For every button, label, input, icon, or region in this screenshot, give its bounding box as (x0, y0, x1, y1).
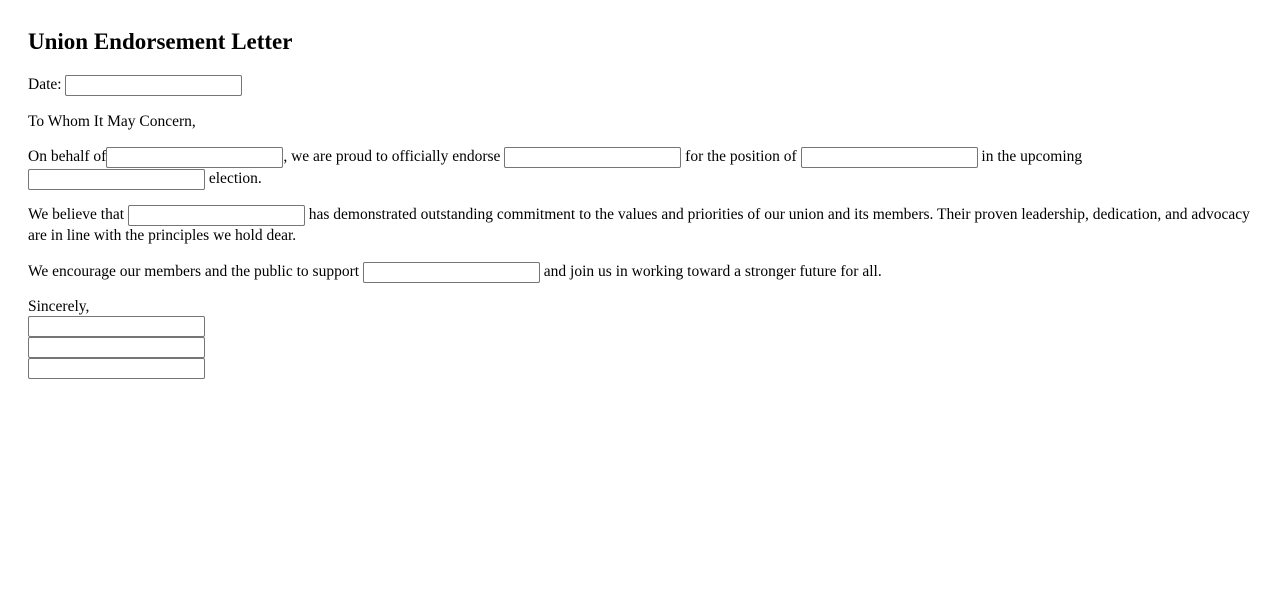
para1-text-1: On behalf of (28, 147, 107, 165)
page-title: Union Endorsement Letter (28, 29, 293, 54)
support-paragraph (28, 261, 1258, 283)
signature-block (28, 316, 1258, 379)
candidate-name-field-2[interactable] (128, 205, 305, 226)
candidate-name-field-3[interactable] (363, 262, 540, 283)
signature-org-field[interactable] (28, 358, 205, 379)
salutation: To Whom It May Concern, (28, 112, 196, 130)
endorsement-paragraph (28, 146, 1258, 190)
belief-paragraph (28, 205, 1258, 246)
date-field[interactable] (65, 75, 242, 96)
candidate-name-field[interactable] (504, 147, 681, 168)
date-line (28, 74, 1258, 96)
para3-text-1: We encourage our members and the public to support (28, 262, 360, 280)
position-field[interactable] (801, 147, 978, 168)
para1-text-2: , we are proud to officially endorse (283, 147, 501, 165)
para1-text-3: for the position of (685, 147, 797, 165)
para1-text-4: in the upcoming (981, 147, 1083, 165)
para2-text-1: We believe that (28, 205, 125, 223)
para3-text-2: and join us in working toward a stronger future for all. (543, 262, 882, 280)
signature-title-field[interactable] (28, 337, 205, 358)
election-field[interactable] (28, 169, 205, 190)
date-label: Date: (28, 76, 62, 93)
union-name-field[interactable] (106, 147, 283, 168)
para2-text-2: has demonstrated outstanding commitment to the values and priorities of our union and its members. Their proven leadership, dedication, and advocacy are in line with the principles we hold dear. (28, 205, 1250, 244)
closing: Sincerely, (28, 297, 90, 315)
para1-text-5: election. (208, 169, 262, 187)
signature-name-field[interactable] (28, 316, 205, 337)
